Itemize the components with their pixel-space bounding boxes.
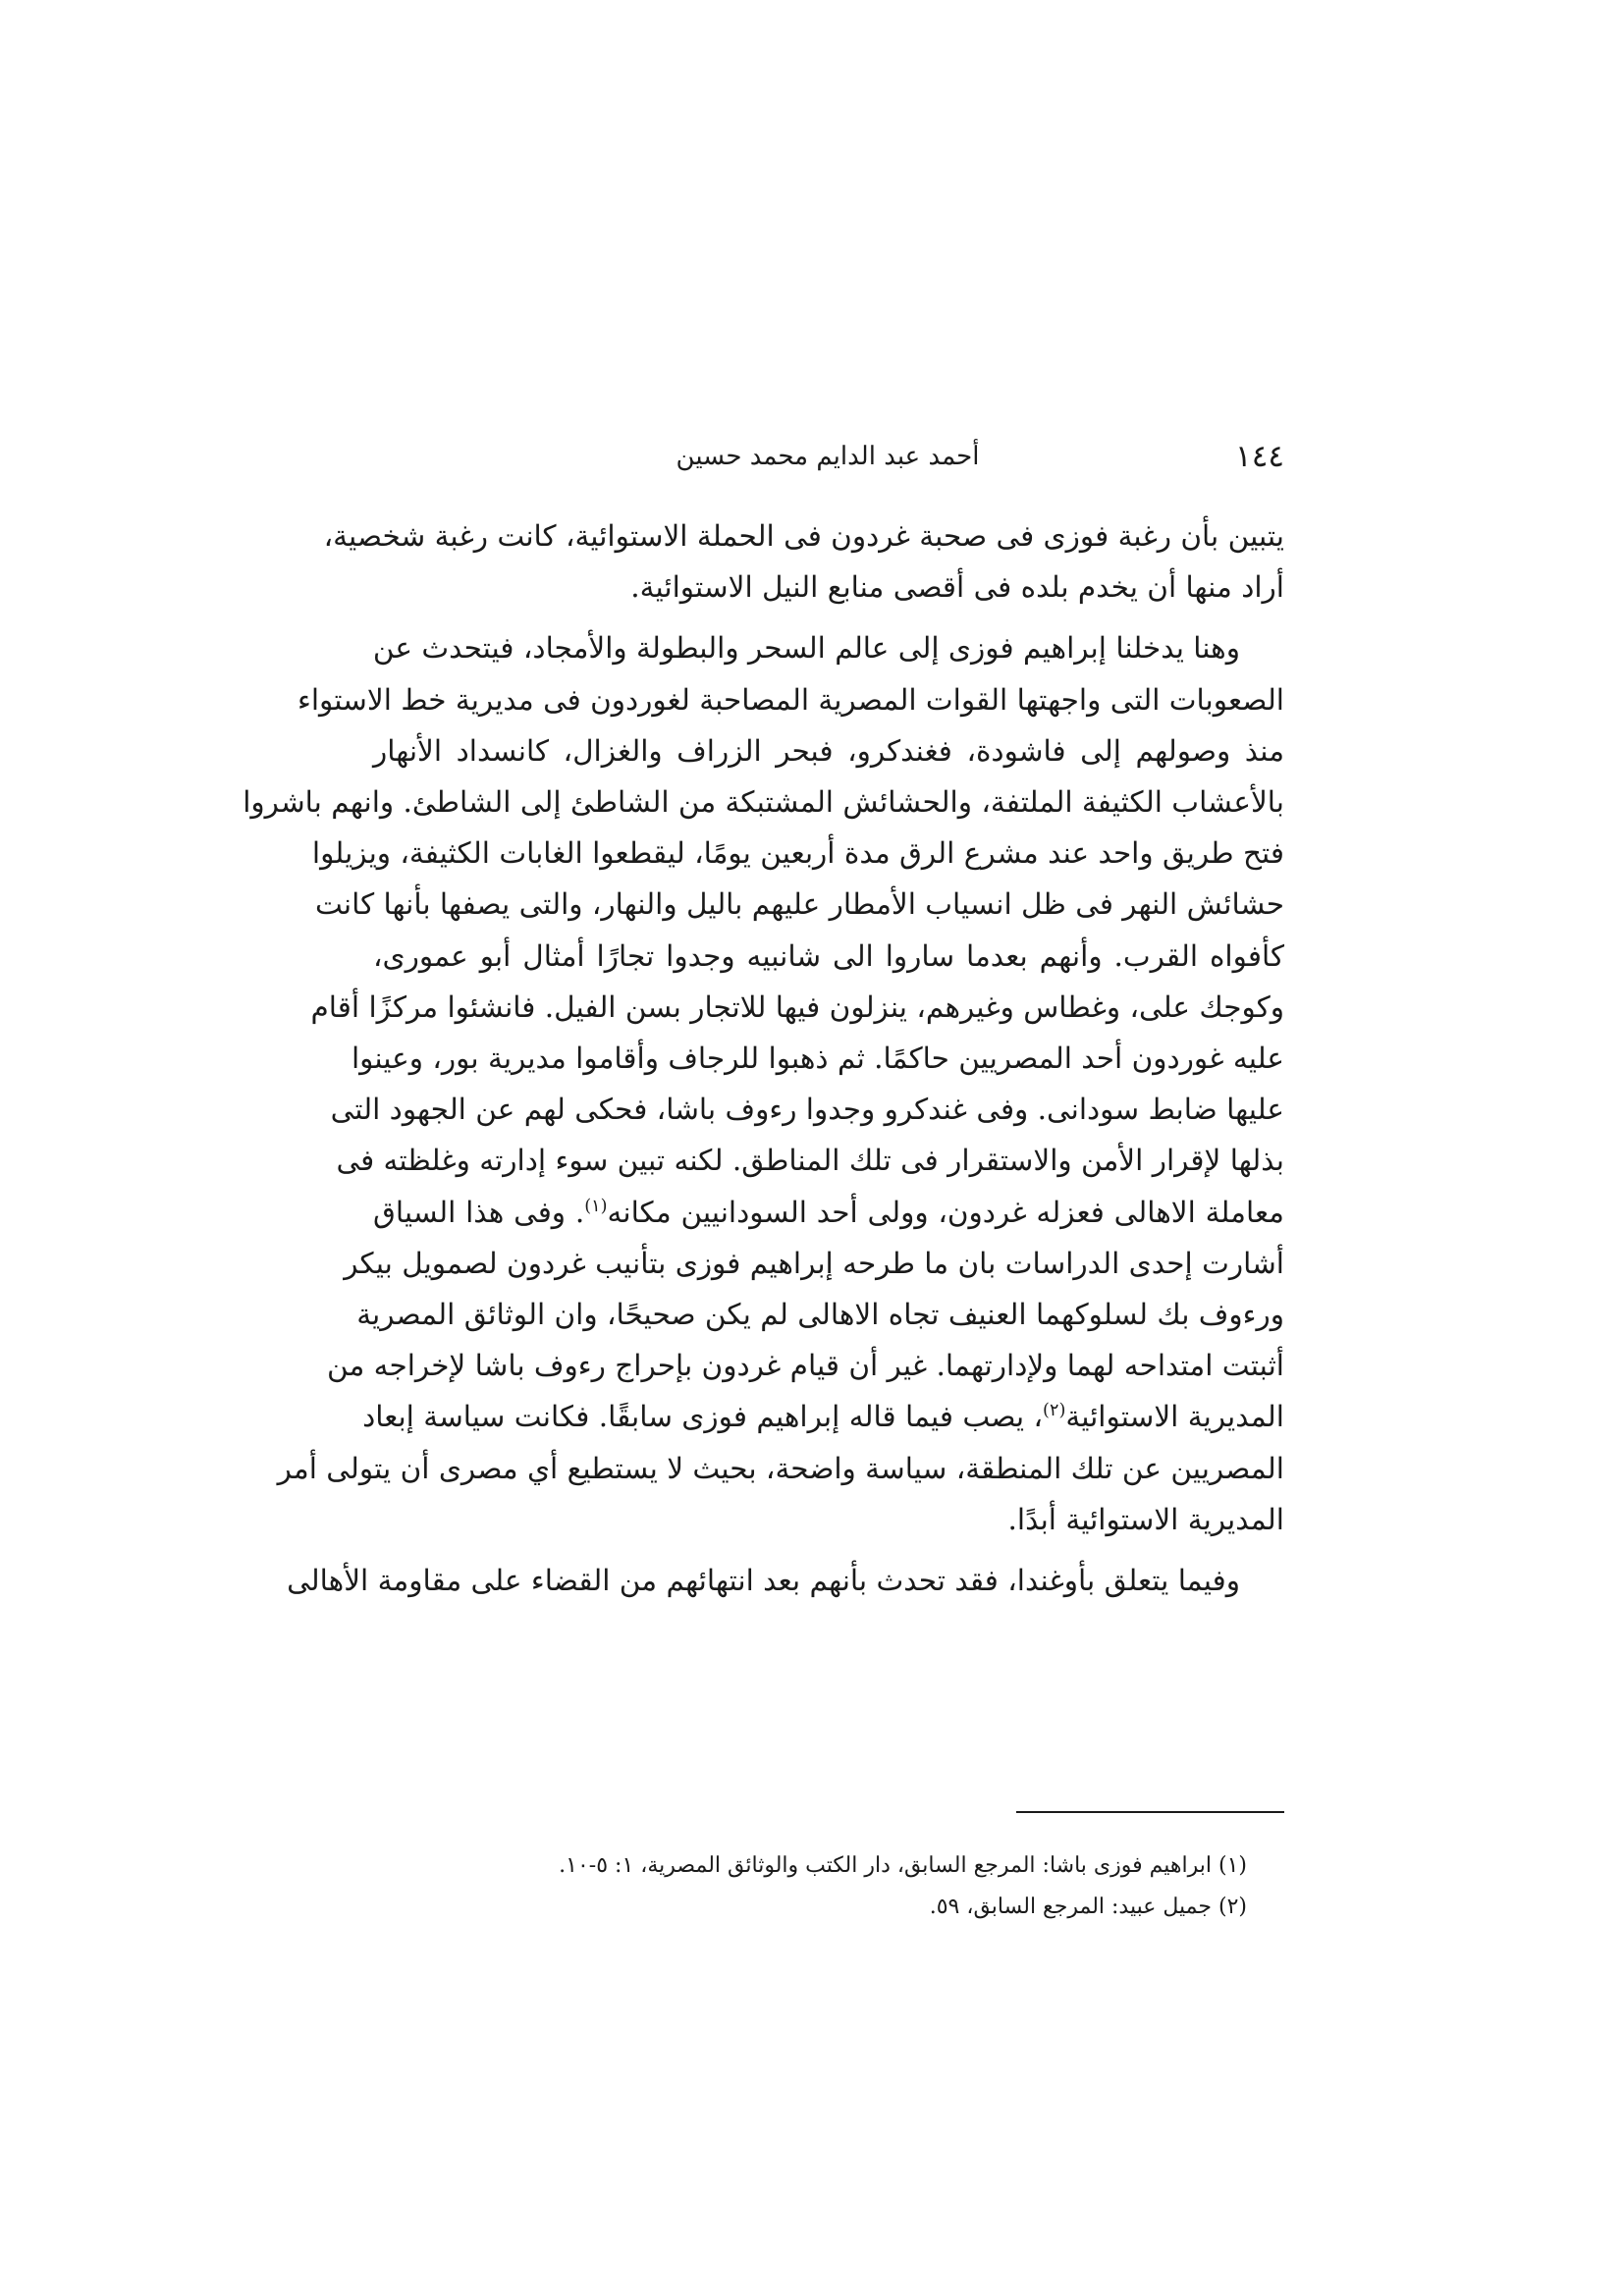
text-segment: المديرية الاستوائية [1065, 1400, 1284, 1434]
text-segment: ، يصب فيما قاله إبراهيم فوزى سابقًا. فكانت سياسة إبعاد [362, 1400, 1044, 1434]
footnote-marker-2[interactable]: (٢) [1043, 1401, 1066, 1421]
text-line: بالأعشاب الكثيفة الملتفة، والحشائش المشتبكة من الشاطئ إلى الشاطئ. وانهم باشروا [243, 785, 1284, 820]
text-line: منذ وصولهم إلى فاشودة، فغندكرو، فبحر الزراف والغزال، كانسداد الأنهار [373, 733, 1284, 768]
text-line: يتبين بأن رغبة فوزى فى صحبة غردون فى الحملة الاستوائية، كانت رغبة شخصية، [323, 519, 1284, 553]
footnote-divider [1016, 1811, 1284, 1813]
text-line: أراد منها أن يخدم بلده فى أقصى منابع النيل الاستوائية. [630, 570, 1284, 605]
text-line: أثبتت امتداحه لهما ولإدارتهما. غير أن قيام غردون بإحراج رءوف باشا لإخراجه من [327, 1349, 1284, 1383]
text-line: وهنا يدخلنا إبراهيم فوزى إلى عالم السحر والبطولة والأمجاد، فيتحدث عن [372, 631, 1240, 666]
page-number: ١٤٤ [1235, 439, 1284, 474]
footnotes [373, 1845, 1247, 1928]
paragraph-3 [287, 1555, 1284, 1606]
running-header [371, 432, 1284, 481]
paragraph-1 [323, 510, 1284, 613]
footnote-marker-1[interactable]: (١) [584, 1196, 608, 1216]
paragraph-2 [243, 622, 1284, 1545]
text-line: حشائش النهر فى ظل انسياب الأمطار عليهم باليل والنهار، والتى يصفها بأنها كانت [314, 887, 1284, 922]
text-segment: معاملة الاهالى فعزله غردون، وولى أحد السودانيين مكانه [607, 1195, 1284, 1229]
text-line: عليها ضابط سودانى. وفى غندكرو وجدوا رءوف باشا، فحكى لهم عن الجهود التى [330, 1093, 1284, 1127]
text-line: المديرية الاستوائية أبدًا. [1007, 1502, 1284, 1536]
text-line: بذلها لإقرار الأمن والاستقرار فى تلك المناطق. لكنه تبين سوء إدارته وغلظته فى [336, 1144, 1284, 1178]
body-text [243, 510, 1284, 1616]
text-line: المصريين عن تلك المنطقة، سياسة واضحة، بحيث لا يستطيع أي مصرى أن يتولى أمر [277, 1451, 1284, 1485]
text-line [362, 1391, 1284, 1442]
text-line: وفيما يتعلق بأوغندا، فقد تحدث بأنهم بعد انتهائهم من القضاء على مقاومة الأهالى [287, 1564, 1240, 1598]
text-line: ورءوف بك لسلوكهما العنيف تجاه الاهالى لم يكن صحيحًا، وان الوثائق المصرية [356, 1298, 1284, 1332]
text-line: أشارت إحدى الدراسات بان ما طرحه إبراهيم فوزى بتأنيب غردون لصمويل بيكر [344, 1246, 1284, 1280]
text-line: عليه غوردون أحد المصريين حاكمًا. ثم ذهبوا للرجاف وأقاموا مديرية بور، وعينوا [351, 1041, 1284, 1076]
text-segment: . وفى هذا السياق [373, 1195, 585, 1229]
text-line: الصعوبات التى واجهتها القوات المصرية المصاحبة لغوردون فى مديرية خط الاستواء [297, 682, 1284, 717]
running-title: أحمد عبد الدايم محمد حسين [676, 442, 980, 471]
text-line: فتح طريق واحد عند مشرع الرق مدة أربعين يومًا، ليقطعوا الغابات الكثيفة، ويزيلوا [311, 836, 1284, 871]
footnote-2: (٢) جميل عبيد: المرجع السابق، ٥٩. [929, 1895, 1247, 1919]
text-line [373, 1187, 1284, 1238]
text-line: وكوجك على، وغطاس وغيرهم، ينزلون فيها للاتجار بسن الفيل. فانشئوا مركزًا أقام [310, 989, 1284, 1024]
text-line: كأفواه القرب. وأنهم بعدما ساروا الى شانبيه وجدوا تجارًا أمثال أبو عمورى، [373, 938, 1284, 973]
footnote-1: (١) ابراهيم فوزى باشا: المرجع السابق، دار الكتب والوثائق المصرية، ١: ٥-١٠. [559, 1853, 1247, 1878]
